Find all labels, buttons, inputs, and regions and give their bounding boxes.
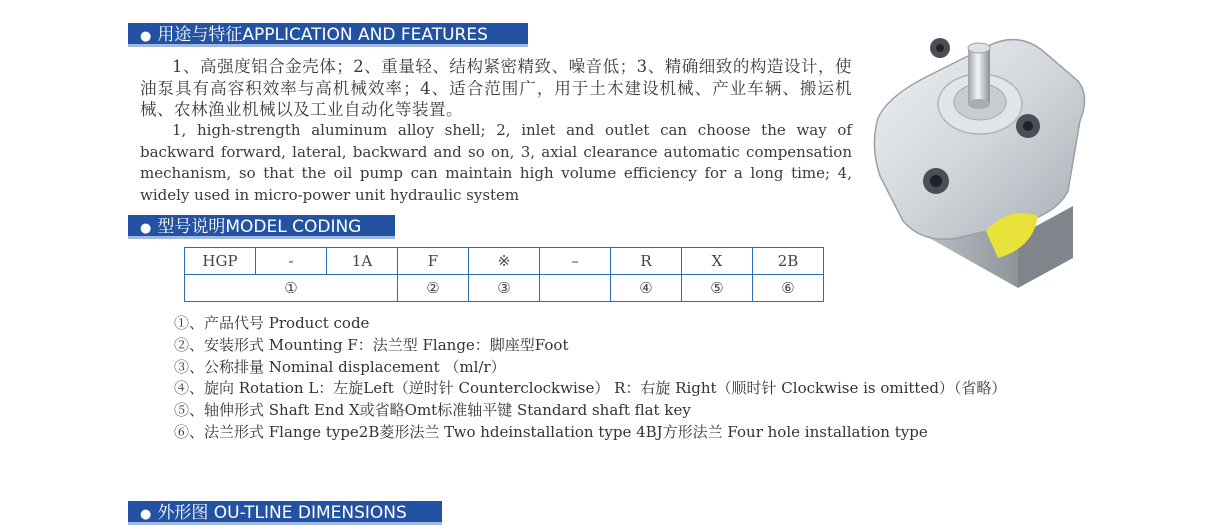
code-cell: F xyxy=(398,248,469,275)
code-cell: X xyxy=(682,248,753,275)
note-rotation: ④、旋向 Rotation L：左旋Left（逆时针 Counterclockwise） R：右旋 Right（顺时针 Clockwise is omitted）（省略） xyxy=(174,379,1007,398)
section-title: 外形图 OU-TLINE DIMENSIONS xyxy=(157,503,407,523)
section-header-model-coding xyxy=(128,215,395,239)
section-title: 型号说明MODEL CODING xyxy=(157,217,362,237)
code-cell: - xyxy=(256,248,327,275)
section-header-outline xyxy=(128,501,442,525)
header-bullet: ● xyxy=(140,221,152,236)
code-cell: 2B xyxy=(753,248,824,275)
model-coding-table xyxy=(184,247,824,302)
section-title: 用途与特征APPLICATION AND FEATURES xyxy=(157,25,488,45)
note-displacement: ③、公称排量 Nominal displacement （ml/r） xyxy=(174,357,506,376)
note-product-code: ①、产品代号 Product code xyxy=(174,314,370,332)
gear-pump-photo xyxy=(868,26,1093,294)
label-cell: ⑤ xyxy=(682,275,753,302)
label-cell: ② xyxy=(398,275,469,302)
label-cell: ① xyxy=(185,275,398,302)
code-row xyxy=(185,248,824,275)
note-flange-type: ⑥、法兰形式 Flange type2B菱形法兰 Two hdeinstallation type 4BJ方形法兰 Four hole installation type xyxy=(174,422,928,441)
note-mounting: ②、安装形式 Mounting F：法兰型 Flange：脚座型Foot xyxy=(174,335,569,354)
gear-pump-image xyxy=(868,26,1093,294)
features-paragraph-en: 1, high-strength aluminum alloy shell; 2, inlet and outlet can choose the way of backward forward, lateral, backward and so on, 3, axial clearance automatic compensation mechanism, so that the oil pump can maintain high volume efficiency for a long time; 4, widely used in micro-power unit hydraulic system xyxy=(140,121,852,204)
header-bullet: ● xyxy=(140,29,152,44)
code-cell: R xyxy=(611,248,682,275)
note-shaft-end: ⑤、轴伸形式 Shaft End X或省略Omt标准轴平键 Standard shaft flat key xyxy=(174,401,691,420)
label-cell xyxy=(540,275,611,302)
coding-notes xyxy=(174,313,1006,444)
label-cell: ④ xyxy=(611,275,682,302)
label-cell: ⑥ xyxy=(753,275,824,302)
label-cell: ③ xyxy=(469,275,540,302)
section-header-application xyxy=(128,23,528,47)
code-cell: ※ xyxy=(469,248,540,275)
code-cell: – xyxy=(540,248,611,275)
features-paragraph-cn: 1、高强度铝合金壳体；2、重量轻、结构紧密精致、噪音低；3、精确细致的构造设计，使油泵具有高容积效率与高机械效率；4、适合范围广，用于土木建设机械、产业车辆、搬运机械、农林渔业机械以及工业自动化等装置。 xyxy=(140,57,852,119)
header-bullet: ● xyxy=(140,507,152,522)
code-cell: 1A xyxy=(327,248,398,275)
code-cell: HGP xyxy=(185,248,256,275)
label-row xyxy=(185,275,824,302)
